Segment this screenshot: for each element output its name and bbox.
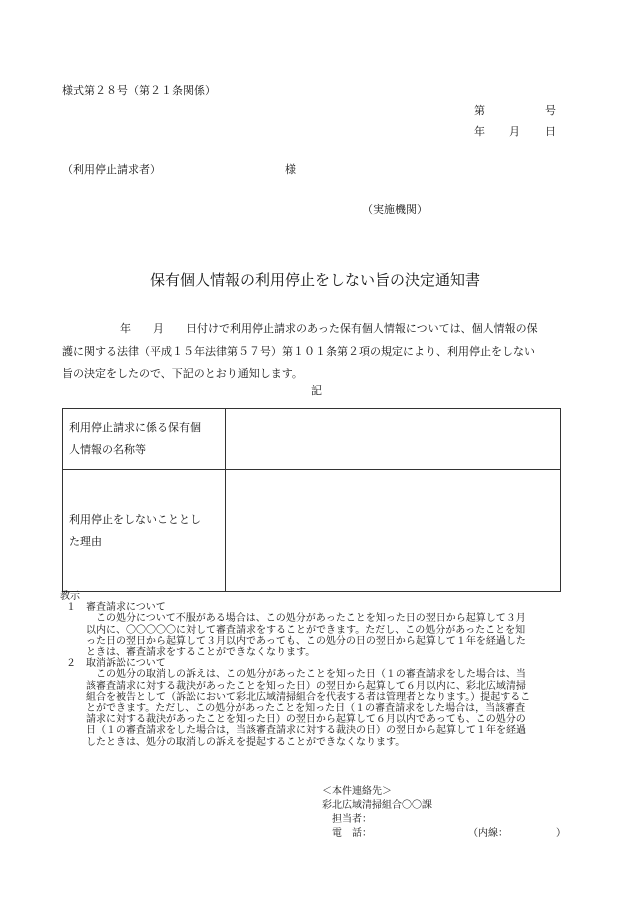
table-value-cell: [226, 409, 561, 470]
issuer-label: （実施機関）: [362, 203, 428, 216]
label-line: た理由: [69, 534, 102, 548]
label-line: 利用停止請求に係る保有個: [69, 421, 201, 434]
notice-paragraph: [62, 318, 570, 386]
table-row: [63, 409, 561, 470]
section-2-line: 請求に対する裁決があったことを知った日）の翌日から起算して６月以内であっても、この処分の: [86, 714, 526, 726]
section-1-title: １ 審査請求について: [66, 602, 166, 614]
contact-block: [322, 785, 566, 841]
contact-extension-close: ）: [556, 828, 566, 839]
section-2-line: 日（１の審査請求をした場合は，当該審査請求に対する裁決の日）の翌日から起算して１年を経過: [86, 725, 526, 737]
section-2-line: とができます。ただし、この処分があったことを知った日（１の審査請求をした場合は，当該審査: [86, 703, 526, 715]
doc-number-prefix: 第: [474, 104, 485, 117]
table-label-cell: [63, 409, 226, 470]
date-day-label: 日: [545, 125, 556, 138]
section-1-line: ときは、審査請求をすることができなくなります。: [86, 647, 316, 659]
instructions-heading: 教示: [60, 591, 80, 602]
contact-phone-line: [322, 827, 566, 841]
contact-extension-label: （内線：: [468, 828, 508, 839]
section-2-title: ２ 取消訴訟について: [66, 658, 166, 670]
body-line-1: 日付けで利用停止請求のあった保有個人情報については、個人情報の保: [186, 322, 538, 335]
section-1-line: った日の翌日から起算して３月以内であっても、この処分の日の翌日から起算して１年を経過した: [86, 635, 526, 647]
date-year-label: 年: [474, 125, 485, 138]
label-line: 人情報の名称等: [69, 443, 146, 456]
date-month-label: 月: [509, 125, 520, 138]
table-label-cell: [63, 470, 226, 592]
table-row: [63, 470, 561, 592]
ki-marker: 記: [311, 384, 322, 397]
addressee-label: （利用停止請求者）: [62, 163, 161, 176]
contact-person-label: 担当者：: [332, 814, 372, 825]
document-title: 保有個人情報の利用停止をしない旨の決定通知書: [149, 271, 480, 289]
label-line: 利用停止をしないこととし: [69, 512, 201, 526]
table-value-cell: [226, 470, 561, 592]
form-number: 様式第２８号（第２１条関係）: [62, 84, 216, 97]
section-2-line: 該審査請求に対する裁決があったことを知った日）の翌日から起算して６月以内に、彩北広域清掃: [86, 680, 526, 692]
addressee-honorific: 様: [285, 163, 296, 176]
body-line-3: 旨の決定をしたので、下記のとおり通知します。: [62, 367, 303, 380]
section-2-line: したときは、処分の取消しの訴えを提起することができなくなります。: [86, 736, 406, 748]
contact-phone-label: 電 話：: [332, 828, 372, 839]
body-year-label: 年: [120, 322, 131, 335]
body-month-label: 月: [153, 322, 164, 335]
instructions-section: [60, 591, 570, 748]
contact-section: 彩北広域清掃組合〇〇課: [322, 800, 432, 811]
section-1-line: この処分について不服がある場合は、この処分があったことを知った日の翌日から起算して３月: [96, 613, 526, 625]
section-2-line: この処分の取消しの訴えは、この処分があったことを知った日（１の審査請求をした場合は、当: [96, 669, 526, 681]
doc-number-suffix: 号: [545, 104, 556, 117]
record-table: [62, 408, 561, 592]
contact-heading: ＜本件連絡先＞: [322, 786, 392, 797]
section-2-line: 組合を被告として（訴訟において彩北広域清掃組合を代表する者は管理者となります。）提起するこ: [86, 691, 531, 703]
section-1-line: 以内に、〇〇〇〇〇に対して審査請求をすることができます。ただし、この処分があったことを知: [86, 624, 526, 636]
body-line-2: 護に関する法律（平成１５年法律第５７号）第１０１条第２項の規定により、利用停止をしない: [62, 344, 535, 358]
